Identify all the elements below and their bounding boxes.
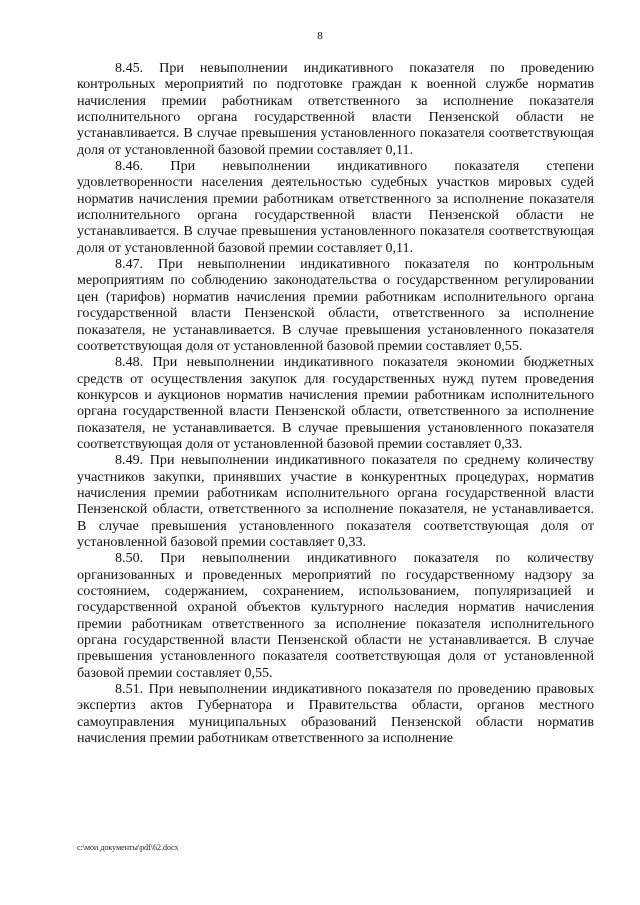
- paragraph-8-46: 8.46. При невыполнении индикативного показателя степени удовлетворенности населения деятельностью судебных участков мировых судей норматив начисления премии работникам ответственного за исполнение показателя исполнительного органа государственной власти Пензенской области не устанавливается. В случае превышения установленного показателя соответствующая доля от установленной базовой премии составляет 0,11.: [77, 158, 594, 256]
- paragraph-8-45: 8.45. При невыполнении индикативного показателя по проведению контрольных мероприятий по подготовке граждан к военной службе норматив начисления премии работникам ответственного за исполнение показателя исполнительного органа государственной власти Пензенской области не устанавливается. В случае превышения установленного показателя соответствующая доля от установленной базовой премии составляет 0,11.: [77, 60, 594, 158]
- footer-file-path: c:\мои документы\pdf\62.docx: [77, 843, 179, 852]
- paragraph-8-47: 8.47. При невыполнении индикативного показателя по контрольным мероприятиям по соблюдению законодательства о государственном регулировании цен (тарифов) норматив начисления премии работникам исполнительного органа государственной власти Пензенской области, ответственного за исполнение показателя, не устанавливается. В случае превышения установленного показателя соответствующая доля от установленной базовой премии составляет 0,55.: [77, 256, 594, 354]
- paragraph-8-48: 8.48. При невыполнении индикативного показателя экономии бюджетных средств от осуществления закупок для государственных нужд путем проведения конкурсов и аукционов норматив начисления премии работникам исполнительного органа государственной власти Пензенской области, ответственного за исполнение показателя, не устанавливается. В случае превышения установленного показателя соответствующая доля от установленной базовой премии составляет 0,33.: [77, 354, 594, 452]
- document-body: [77, 60, 594, 746]
- paragraph-8-51: 8.51. При невыполнении индикативного показателя по проведению правовых экспертиз актов Губернатора и Правительства области, органов местного самоуправления муниципальных образований Пензенской области норматив начисления премии работникам ответственного за исполнение: [77, 681, 594, 747]
- paragraph-8-49: 8.49. При невыполнении индикативного показателя по среднему количеству участников закупки, принявших участие в конкурентных процедурах, норматив начисления премии работникам исполнительного органа государственной власти Пензенской области, ответственного за исполнение показателя, не устанавливается. В случае превышения установленного показателя соответствующая доля от установленной базовой премии составляет 0,33.: [77, 452, 594, 550]
- paragraph-8-50: 8.50. При невыполнении индикативного показателя по количеству организованных и проведенных мероприятий по государственному надзору за состоянием, содержанием, сохранением, использованием, популяризацией и государственной охраной объектов культурного наследия норматив начисления премии работникам ответственного за исполнение показателя исполнительного органа государственной власти Пензенской области не устанавливается. В случае превышения установленного показателя соответствующая доля от установленной базовой премии составляет 0,55.: [77, 550, 594, 681]
- page-number: 8: [317, 30, 323, 42]
